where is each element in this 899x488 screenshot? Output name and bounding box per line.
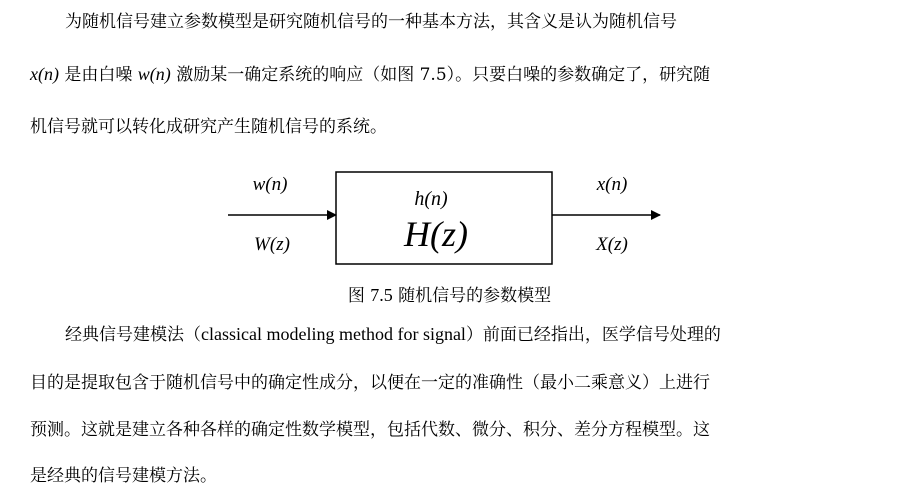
paragraph1-line1: 为随机信号建立参数模型是研究随机信号的一种基本方法，其含义是认为随机信号 (65, 12, 677, 32)
figure-caption (0, 283, 899, 308)
output-label-x-n: x(n) (596, 174, 628, 195)
input-label-w-n: w(n) (252, 174, 288, 195)
paragraph1-line2-text1: 是由白噪 (58, 65, 138, 85)
paragraph1-line3: 机信号就可以转化成研究产生随机信号的系统。 (30, 117, 387, 137)
paragraph2-line1-b: ）前面已经指出，医学信号处理的 (465, 325, 721, 345)
var-w-n: w(n) (137, 64, 171, 84)
caption-number: 7.5 (370, 285, 393, 305)
paragraph2-line1-a: 经典信号建模法（ (65, 325, 201, 345)
paragraph2-line4: 是经典的信号建模方法。 (30, 466, 217, 486)
paragraph2-line3: 预测。这就是建立各种各样的确定性数学模型，包括代数、微分、积分、差分方程模型。这 (30, 420, 710, 440)
caption-prefix: 图 (347, 286, 371, 306)
var-x-n: x(n) (30, 64, 59, 84)
paragraph2-line1-english: classical modeling method for signal (201, 324, 466, 344)
input-label-W-z: W(z) (254, 234, 290, 255)
caption-text: 随机信号的参数模型 (392, 286, 552, 306)
paragraph2-line2: 目的是提取包含于随机信号中的确定性成分，以便在一定的准确性（最小二乘意义）上进行 (30, 373, 710, 393)
block-label-H-z: H(z) (404, 214, 468, 254)
block-label-h-n: h(n) (414, 188, 448, 210)
paragraph2-line1 (65, 322, 899, 347)
paragraph1-line2-text2: 激励某一确定系统的响应（如图 7.5）。只要白噪的参数确定了，研究随 (170, 65, 711, 85)
output-label-X-z: X(z) (596, 234, 628, 255)
